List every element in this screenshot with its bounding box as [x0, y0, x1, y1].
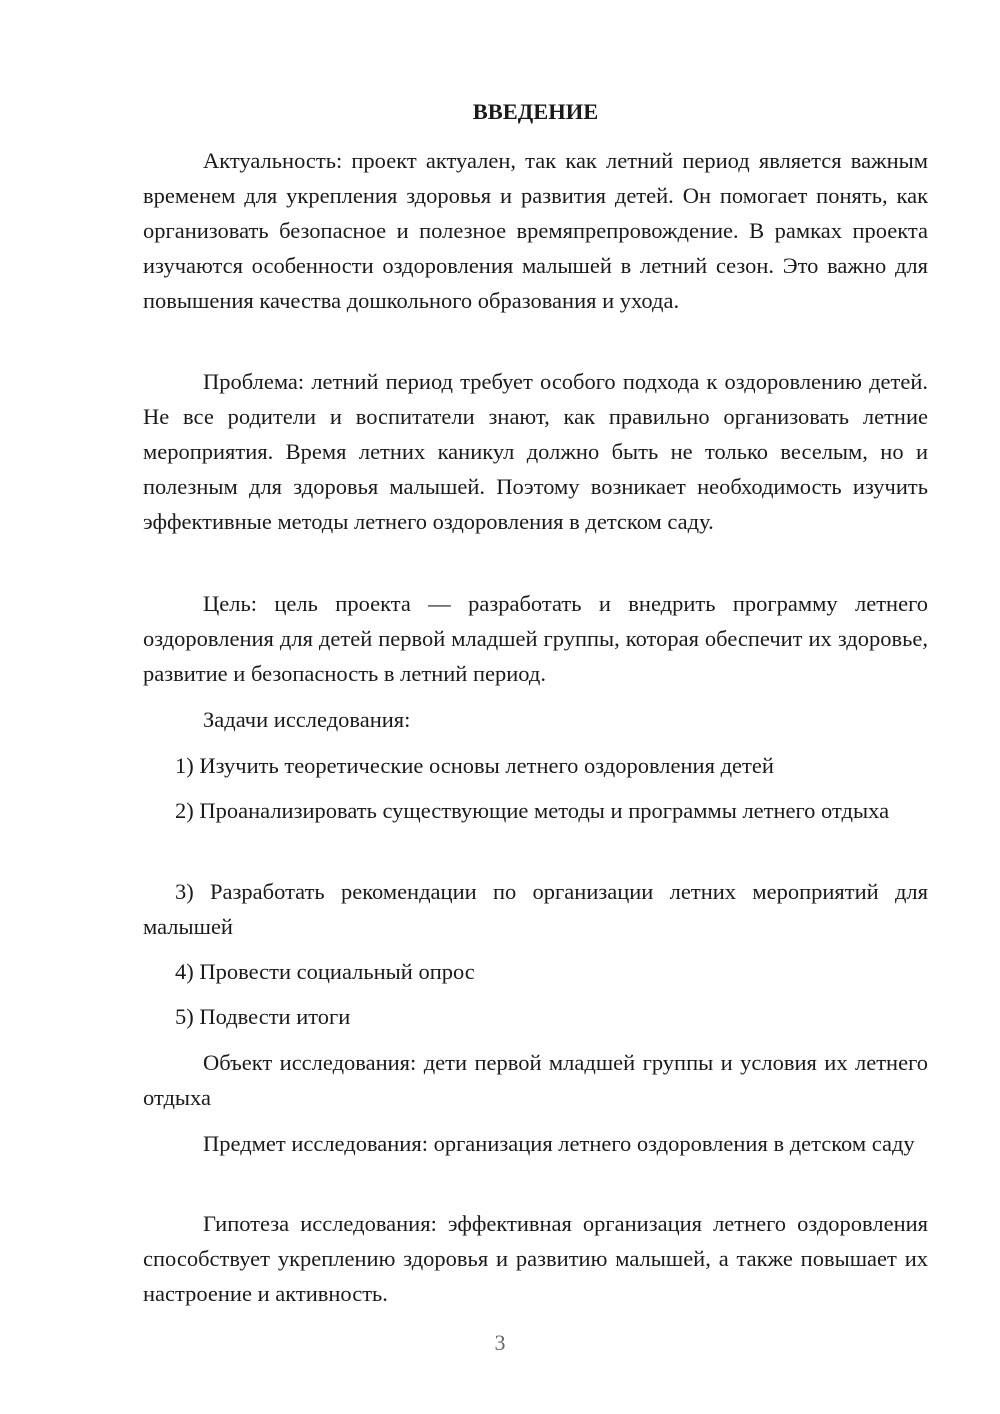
subject-paragraph: Предмет исследования: организация летнего оздоровления в детском саду	[203, 1131, 915, 1156]
problem-block	[143, 364, 928, 539]
object-paragraph: Объект исследования: дети первой младшей группы и условия их летнего отдыха	[143, 1050, 928, 1110]
goal-block	[143, 586, 928, 691]
page-number: 3	[494, 1330, 506, 1355]
task-item-3: 3) Разработать рекомендации по организации летних мероприятий для малышей	[143, 879, 928, 939]
object-block	[143, 1045, 928, 1115]
task-item-4: 4) Провести социальный опрос	[175, 959, 475, 984]
task-item-2: 2) Проанализировать существующие методы и программы летнего отдыха	[175, 798, 890, 823]
task-item-1: 1) Изучить теоретические основы летнего оздоровления детей	[175, 753, 774, 778]
tasks-heading: Задачи исследования:	[203, 707, 411, 732]
task-item-5: 5) Подвести итоги	[175, 1004, 351, 1029]
relevance-paragraph: Актуальность: проект актуален, так как летний период является важным временем для укрепления здоровья и развития детей. Он помогает понять, как организовать безопасное и полезное времяпрепровождение. В рамках проекта изучаются особенности оздоровления малышей в летний сезон. Это важно для повышения качества дошкольного образования и ухода.	[143, 148, 928, 313]
subject-block	[143, 1126, 928, 1161]
task-1-block	[143, 748, 928, 783]
hypothesis-paragraph: Гипотеза исследования: эффективная организация летнего оздоровления способствует укреплению здоровья и развитию малышей, а также повышает их настроение и активность.	[143, 1211, 928, 1306]
task-5-block	[143, 999, 928, 1034]
task-2-block	[143, 793, 928, 828]
task-4-block	[143, 954, 928, 989]
relevance-block	[143, 143, 928, 318]
problem-paragraph: Проблема: летний период требует особого подхода к оздоровлению детей. Не все родители и воспитатели знают, как правильно организовать летние мероприятия. Время летних каникул должно быть не только веселым, но и полезным для здоровья малышей. Поэтому возникает необходимость изучить эффективные методы летнего оздоровления в детском саду.	[143, 369, 928, 534]
task-3-block	[143, 874, 928, 944]
tasks-heading-block	[143, 702, 928, 737]
hypothesis-block	[143, 1206, 928, 1311]
goal-paragraph: Цель: цель проекта — разработать и внедрить программу летнего оздоровления для детей первой младшей группы, которая обеспечит их здоровье, развитие и безопасность в летний период.	[143, 591, 928, 686]
page-title: ВВЕДЕНИЕ	[472, 99, 599, 124]
